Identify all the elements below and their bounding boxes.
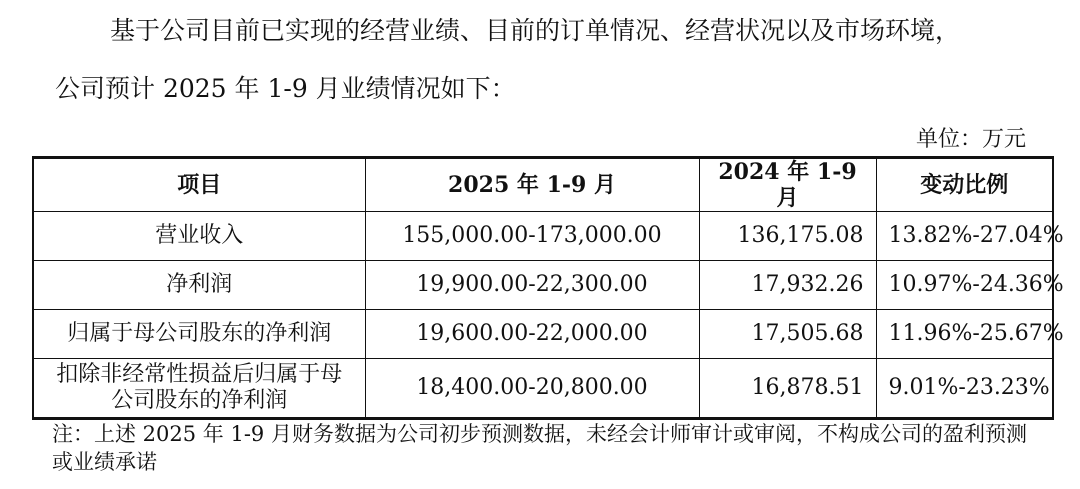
row-2025-value: 19,600.00-22,000.00 [365, 310, 699, 359]
row-change-value: 9.01%-23.23% [876, 359, 1053, 419]
row-2024-value: 17,932.26 [699, 261, 876, 310]
row-2024-value: 136,175.08 [699, 212, 876, 261]
row-2025-value: 155,000.00-173,000.00 [365, 212, 699, 261]
header-item: 项目 [33, 158, 365, 212]
row-item: 净利润 [33, 261, 365, 310]
unit-label: 单位：万元 [915, 127, 1026, 152]
forecast-table [32, 156, 1064, 420]
header-2024: 2024 年 1-9 月 [699, 158, 876, 212]
header-change: 变动比例 [876, 158, 1053, 212]
table-header-row [33, 158, 1053, 212]
row-item: 归属于母公司股东的净利润 [33, 310, 365, 359]
table-row [33, 261, 1053, 310]
table-row [33, 212, 1053, 261]
row-2025-value: 18,400.00-20,800.00 [365, 359, 699, 419]
footnote: 注：上述 2025 年 1-9 月财务数据为公司初步预测数据，未经会计师审计或审阅，不构成公司的盈利预测或业绩承诺 [52, 422, 1027, 474]
intro-paragraph-line-1: 基于公司目前已实现的经营业绩、目前的订单情况、经营状况以及市场环境， [110, 16, 961, 45]
header-2025: 2025 年 1-9 月 [365, 158, 699, 212]
table-row [33, 310, 1053, 359]
table-row [33, 359, 1053, 419]
row-2025-value: 19,900.00-22,300.00 [365, 261, 699, 310]
row-change-value: 13.82%-27.04% [876, 212, 1053, 261]
row-2024-value: 16,878.51 [699, 359, 876, 419]
row-change-value: 10.97%-24.36% [876, 261, 1053, 310]
row-item: 营业收入 [33, 212, 365, 261]
row-2024-value: 17,505.68 [699, 310, 876, 359]
row-change-value: 11.96%-25.67% [876, 310, 1053, 359]
intro-paragraph-line-2: 公司预计 2025 年 1-9 月业绩情况如下： [55, 74, 516, 103]
row-item: 扣除非经常性损益后归属于母公司股东的净利润 [33, 359, 365, 419]
